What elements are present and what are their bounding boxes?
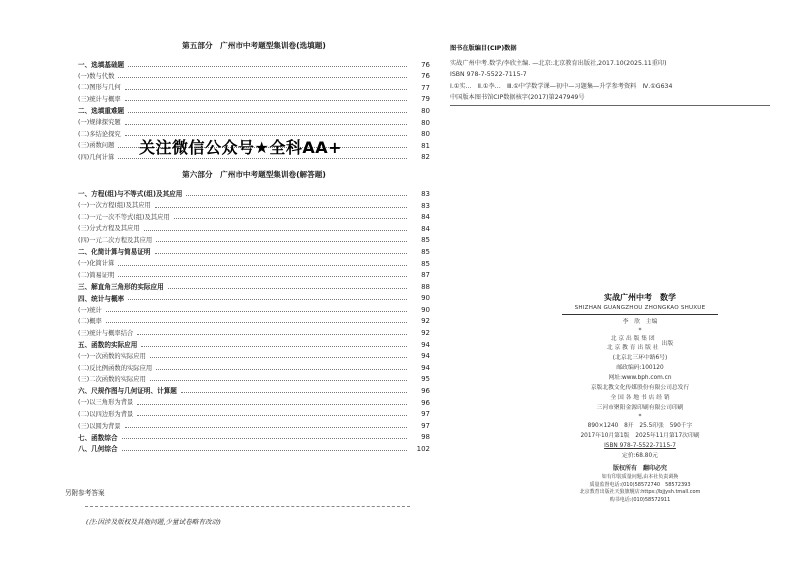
toc-leader [125, 427, 407, 428]
toc-entry-label: 二、化简计算与简易证明 [78, 248, 151, 257]
toc-entry-label: (一)一次函数的实际应用 [78, 352, 146, 360]
toc-entry-page: 80 [421, 118, 430, 127]
toc-entry [78, 383, 430, 395]
toc-entry [78, 198, 430, 210]
toc-entry-page: 85 [421, 247, 430, 256]
toc-entry-label: 一、方程(组)与不等式(组)及其应用 [78, 190, 183, 199]
toc-entry-label: (四)几何计算 [78, 154, 115, 162]
toc-entry-page: 77 [421, 83, 430, 92]
toc-entry [78, 103, 430, 115]
rights-statement: 版权所有 翻印必究 [612, 465, 667, 472]
contact-line: 质量监督电话:(010)58572740 58572393 [589, 481, 691, 488]
part6-title: 第六部分 广州市中考题型集训卷(解答题) [182, 170, 326, 180]
toc-entry [78, 268, 430, 280]
toc-entry-page: 94 [421, 363, 430, 372]
divider [85, 506, 410, 507]
toc-entry-page: 82 [421, 153, 430, 162]
toc-leader [137, 334, 407, 335]
toc-entry-page: 95 [421, 375, 430, 384]
toc-entry [78, 233, 430, 245]
toc-entry [78, 57, 430, 69]
toc-entry-page: 90 [421, 305, 430, 314]
book-title: 实战广州中考 数学 [604, 293, 676, 302]
copyright-note: (注:因涉及版权及其他问题,少量试卷略有改动) [86, 518, 221, 526]
toc-leader [125, 100, 407, 101]
toc-leader [137, 404, 407, 405]
toc-entry [78, 291, 430, 303]
publisher-suffix: 出版 [661, 341, 674, 347]
toc-entry-label: (三)以圆为背景 [78, 422, 121, 430]
spec-line: 2017年10月第1版 2025年11月第17次印刷 [580, 433, 700, 439]
editor: 李 欣 主编 [622, 319, 658, 325]
toc-entry-label: (一)化简计算 [78, 260, 115, 268]
printer: 三河市聚阳金源印刷有限公司印刷 [596, 405, 684, 411]
toc-entry [78, 92, 430, 104]
toc-entry-label: (二)多结论探究 [78, 130, 121, 138]
toc-leader [122, 438, 407, 439]
toc-entry-label: 一、选填基础题 [78, 61, 125, 69]
toc-entry-page: 84 [421, 213, 430, 222]
toc-leader [156, 369, 407, 370]
toc-entry [78, 360, 430, 372]
seller: 全 国 各 地 书 店 经 销 [610, 395, 670, 401]
toc-entry-page: 96 [421, 387, 430, 396]
divider [562, 314, 718, 315]
toc-entry-label: (二)概率 [78, 318, 102, 326]
toc-entry-page: 84 [421, 224, 430, 233]
toc-entry-page: 85 [421, 236, 430, 245]
toc-entry [78, 372, 430, 384]
toc-entry-label: (一)规律探究题 [78, 119, 121, 127]
toc-entry-label: (一)统计 [78, 306, 102, 314]
toc-entry-label: (二)简易证明 [78, 271, 115, 279]
distributor: 京版北教文化传媒股份有限公司总发行 [590, 385, 690, 391]
toc-entry-page: 97 [421, 410, 430, 419]
part6-entries [78, 186, 430, 453]
toc-entry-page: 76 [421, 72, 430, 81]
toc-entry-label: (二)反比例函数的实际应用 [78, 364, 153, 372]
toc-leader [125, 124, 407, 125]
toc-entry-page: 83 [421, 189, 430, 198]
toc-entry-page: 90 [421, 294, 430, 303]
toc-leader [186, 195, 407, 196]
toc-entry [78, 221, 430, 233]
toc-leader [125, 89, 407, 90]
postcode: 邮政编码:100120 [616, 365, 664, 371]
toc-entry-page: 76 [421, 60, 430, 69]
toc-leader [150, 380, 407, 381]
toc-leader [122, 450, 407, 451]
toc-leader [106, 322, 407, 323]
toc-entry [78, 314, 430, 326]
toc-entry [78, 395, 430, 407]
toc-leader [181, 392, 407, 393]
toc-entry-page: 81 [421, 141, 430, 150]
toc-entry-page: 80 [421, 106, 430, 115]
toc-entry [78, 430, 430, 442]
toc-entry [78, 80, 430, 92]
toc-entry-page: 88 [421, 282, 430, 291]
toc-leader [141, 346, 407, 347]
toc-entry-label: 三、解直角三角形的实际应用 [78, 283, 164, 292]
website: 网址:www.bph.com.cn [608, 375, 672, 381]
toc-entry-page: 102 [416, 445, 430, 453]
colophon [520, 292, 760, 504]
toc-entry [78, 256, 430, 268]
toc-entry-page: 87 [421, 271, 430, 280]
toc-leader [150, 357, 407, 358]
toc-entry-page: 85 [421, 259, 430, 268]
toc-entry-page: 79 [421, 95, 430, 104]
watermark-text: 关注微信公众号★全科AA+ [139, 138, 343, 157]
toc-entry-label: 七、函数综合 [78, 433, 118, 442]
toc-entry [78, 418, 430, 430]
contact-line: 北京教育出版社天狼旗舰店:https://bjjysh.tmall.com [579, 489, 701, 495]
toc-leader [128, 299, 407, 300]
separator-star: * [638, 327, 642, 334]
publisher-address: (北京北三环中路6号) [612, 355, 668, 361]
toc-entry [78, 337, 430, 349]
toc-entry [78, 115, 430, 127]
toc-entry-label: (一)一次方程(组)及其应用 [78, 202, 151, 210]
toc-entry-label: (三)统计与概率 [78, 96, 121, 104]
toc-entry-label: (三)分式方程及其应用 [78, 225, 140, 233]
spec-line: 890×1240 8开 25.5印张 590千字 [587, 423, 693, 429]
toc-entry-label: 六、尺规作图与几何证明、计算题 [78, 387, 177, 396]
toc-entry-page: 83 [421, 201, 430, 210]
toc-entry-label: (一)数与代数 [78, 72, 115, 80]
toc-entry [78, 325, 430, 337]
toc-entry-page: 96 [421, 398, 430, 407]
toc-entry-label: (二)图形与几何 [78, 84, 121, 92]
toc-entry-label: 四、统计与概率 [78, 294, 125, 303]
toc-entry-label: 八、几何综合 [78, 445, 118, 454]
table-of-contents [78, 38, 430, 453]
cip-line: ISBN 978-7-5522-7115-7 [450, 71, 527, 78]
toc-leader [128, 112, 407, 113]
toc-leader [155, 207, 407, 208]
isbn: ISBN 978-7-5522-7115-7 [604, 443, 676, 449]
toc-entry [78, 349, 430, 361]
price: 定价:68.80元 [622, 453, 658, 459]
cip-line: 实战广州中考.数学/李欣主编. —北京:北京教育出版社,2017.10(2025.11重印) [450, 59, 667, 67]
toc-entry-label: (三)统计与概率结合 [78, 329, 134, 337]
toc-entry-label: 二、选填重难题 [78, 107, 125, 116]
toc-leader [155, 253, 407, 254]
toc-entry-page: 94 [421, 352, 430, 361]
contact-line: 购书电话:(010)58572911 [609, 496, 671, 503]
toc-leader [128, 66, 407, 67]
toc-entry-label: (三)二次函数的实际应用 [78, 376, 146, 384]
toc-entry-label: 五、函数的实际应用 [78, 341, 138, 350]
cip-heading: 图书在版编目(CIP)数据 [450, 45, 517, 52]
toc-leader [174, 218, 407, 219]
toc-leader [137, 415, 407, 416]
answer-label: 另附参考答案 [65, 489, 105, 497]
toc-entry [78, 407, 430, 419]
publisher-block [520, 335, 760, 353]
toc-leader [168, 288, 407, 289]
cip-block [450, 43, 770, 106]
toc-leader [156, 241, 407, 242]
toc-leader [118, 77, 407, 78]
cip-line: Ⅰ.①实… Ⅱ.①李… Ⅲ.①中学数学课—初中—习题集—升学参考资料 Ⅳ.①G634 [450, 82, 673, 90]
separator-star: * [638, 413, 642, 420]
toc-entry-label: (四)一元二次方程及其应用 [78, 237, 153, 245]
contact-line: 如有印装质量问题,由本社负责调换 [601, 474, 679, 480]
toc-entry-label: (一)以三角形为背景 [78, 399, 134, 407]
publisher-name: 北 京 教 育 出 版 社 [606, 345, 659, 351]
toc-entry [78, 441, 430, 453]
toc-leader [118, 276, 407, 277]
toc-leader [144, 230, 407, 231]
toc-leader [118, 158, 407, 159]
toc-entry-page: 92 [421, 317, 430, 326]
toc-entry-page: 98 [421, 433, 430, 442]
toc-entry-page: 92 [421, 329, 430, 338]
toc-entry [78, 186, 430, 198]
toc-entry-label: (三)函数问题 [78, 142, 115, 150]
toc-leader [118, 265, 407, 266]
toc-entry-label: (二)以四边形为背景 [78, 410, 134, 418]
toc-entry [78, 210, 430, 222]
toc-entry [78, 302, 430, 314]
toc-entry-page: 80 [421, 130, 430, 139]
toc-leader [106, 311, 407, 312]
toc-entry-label: (二)一元一次不等式(组)及其应用 [78, 213, 170, 221]
cip-line: 中国版本图书馆CIP数据核字(2017)第247949号 [450, 92, 770, 106]
toc-entry-page: 97 [421, 421, 430, 430]
toc-entry [78, 69, 430, 81]
part5-title: 第五部分 广州市中考题型集训卷(选填题) [182, 41, 326, 50]
publisher-name: 北 京 出 版 集 团 [610, 336, 655, 342]
toc-entry [78, 244, 430, 256]
toc-entry-page: 94 [421, 340, 430, 349]
toc-entry [78, 279, 430, 291]
book-pinyin: SHIZHAN GUANGZHOU ZHONGKAO SHUXUE [574, 305, 706, 311]
